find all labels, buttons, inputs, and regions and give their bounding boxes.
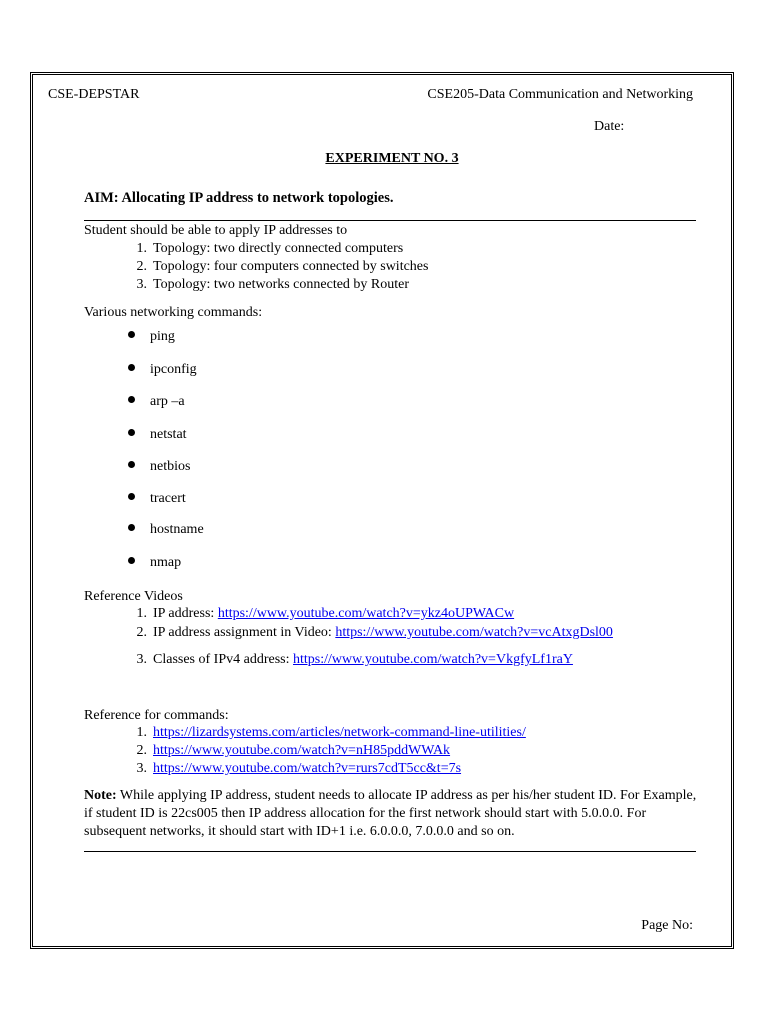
list-item: 3. Classes of IPv4 address: https://www.youtube.com/watch?v=VkgfyLf1raY [136, 652, 573, 667]
experiment-title: EXPERIMENT NO. 3 [325, 151, 459, 166]
list-item: 2. IP address assignment in Video: https://www.youtube.com/watch?v=vcAtxgDsl00 [136, 625, 613, 640]
bullet-icon [128, 364, 135, 371]
reference-link[interactable]: https://lizardsystems.com/articles/network-command-line-utilities/ [153, 725, 526, 740]
divider-bottom [84, 851, 696, 852]
bullet-icon [128, 557, 135, 564]
list-item: 2. Topology: four computers connected by switches [136, 259, 429, 274]
note-text: While applying IP address, student needs to allocate IP address as per his/her student ID. For Example, if student ID is 22cs005 then IP address allocation for the first network should start with 5.0.0.0. For subsequent networks, it should start with ID+1 i.e. 6.0.0.0, 7.0.0.0 and so on. [84, 788, 697, 839]
aim-statement: AIM: Allocating IP address to network topologies. [84, 190, 394, 206]
reference-videos-heading: Reference Videos [84, 589, 183, 604]
list-item: 1. https://lizardsystems.com/articles/network-command-line-utilities/ [136, 725, 526, 740]
video-link[interactable]: https://www.youtube.com/watch?v=VkgfyLf1raY [293, 652, 573, 667]
page-number-label: Page No: [641, 918, 693, 933]
video-link[interactable]: https://www.youtube.com/watch?v=vcAtxgDsl00 [335, 625, 613, 640]
list-item: ipconfig [128, 361, 197, 379]
list-item: netstat [128, 426, 187, 444]
reference-link[interactable]: https://www.youtube.com/watch?v=rurs7cdT5cc&t=7s [153, 761, 462, 776]
list-item: 3. Topology: two networks connected by Router [136, 277, 410, 292]
divider-top [84, 220, 696, 221]
list-item: netbios [128, 458, 190, 476]
bullet-icon [128, 493, 135, 500]
list-item: 1. Topology: two directly connected computers [136, 241, 404, 256]
list-item: nmap [128, 554, 181, 572]
bullet-icon [128, 461, 135, 468]
header-department: CSE-DEPSTAR [48, 87, 140, 102]
reference-commands-heading: Reference for commands: [84, 708, 229, 723]
list-item: 1. IP address: https://www.youtube.com/watch?v=ykz4oUPWACw [136, 606, 515, 621]
commands-heading: Various networking commands: [84, 305, 263, 320]
video-link[interactable]: https://www.youtube.com/watch?v=ykz4oUPWACw [217, 606, 515, 621]
header-course: CSE205-Data Communication and Networking [427, 87, 693, 102]
intro-text: Student should be able to apply IP addresses to [84, 223, 348, 238]
bullet-icon [128, 396, 135, 403]
bullet-icon [128, 331, 135, 338]
list-item: tracert [128, 490, 186, 508]
bullet-icon [128, 524, 135, 531]
reference-link[interactable]: https://www.youtube.com/watch?v=nH85pddWWAk [153, 743, 451, 758]
list-item: 3. https://www.youtube.com/watch?v=rurs7cdT5cc&t=7s [136, 761, 462, 776]
note-label: Note: [84, 788, 117, 803]
bullet-icon [128, 429, 135, 436]
list-item: 2. https://www.youtube.com/watch?v=nH85pddWWAk [136, 743, 451, 758]
list-item: hostname [128, 521, 204, 539]
date-label: Date: [594, 119, 625, 134]
note-paragraph [84, 787, 704, 841]
list-item: ping [128, 328, 175, 346]
list-item: arp –a [128, 393, 185, 411]
